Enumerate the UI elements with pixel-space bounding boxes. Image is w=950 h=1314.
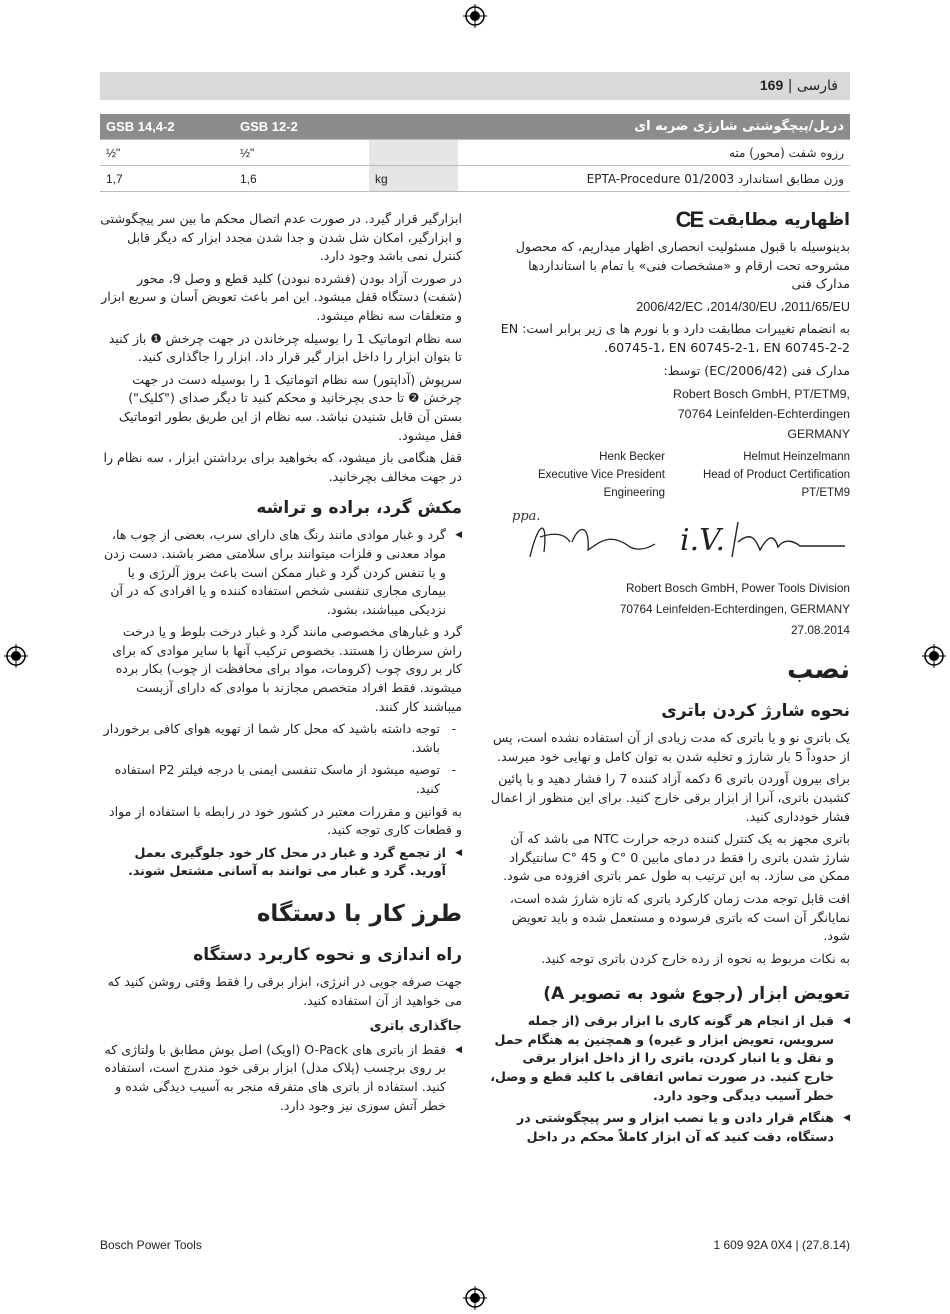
operation-heading: طرز کار با دستگاه [256,901,462,927]
left-column: ابزارگیر قرار گیرد. در صورت عدم اتصال محکم ما بین سر پیچگوشتی و ابزارگیر، امکان شل شدن و جدا شدن مجدد ابزار که دیگر قابل کنترل نمی باشد وجود دارد. در صورت آزاد بودن (فشرده نبودن) کلید قطع و وصل 9، محور (شفت) دستگاه قفل میشود. این امر باعث تعویض آسان و سریع ابزار و متعلقات سه نظام میشود. سه نظام اتوماتیک 1 را بوسیله چرخاندن در جهت چرخش ❶ باز کنید تا بتوان ابزار را داخل ابزار گیر قرار داد. ابزار را جاگذاری کنید. سرپوش (آداپتور) سه نظام اتوماتیک 1 را بوسیله دست در جهت چرخش ❷ تا حدی بچرخانید و محکم کنید تا دیگر صدای ("کلیک") بستن آن قابل شنیدن نباشد. سه نظام از این طریق بطور اتوماتیک قفل میشود. قفل هنگامی باز میشود، که بخواهید برای برداشتن ابزار ، سه نظام را در جهت مخالف بچرخانید. مکش گرد، براده و تراشه ◀ گرد و غبار موادی مانند رنگ های دارای سرب، بعضی از چوب ها، مواد معدنی و فلزات میتوانند برای سلامتی مضر باشند. دست زدن و یا تنفس کردن گرد و غبار ممکن است باعث بروز آلرژی و یا بیماری مجاری تنفسی شخص استفاده کننده و یا افرادی که در آن نزدیکی میباشند، بشود. گرد و غبارهای مخصوصی مانند گرد و غبار درخت بلوط و یا درخت راش سرطان زا هستند. بخصوص ترکیب آنها با سایر موادی که برای کار بر روی چوب (کرومات، مواد برای محافظت از چوب) بکار برده میشوند. فقط افراد متخصص مجازند با موادی که دارای آزبست میباشند کار کنند. - توجه داشته باشید که محل کار شما از تهویه هوای کافی برخوردار باشد. - توصیه میشود از ماسک تنفسی ایمنی با درجه فیلتر P2 استفاده کنید. به قوانین و مقررات معتبر در کشور خود در رابطه با استفاده از مواد و قطعات کاری توجه کنید. ◀ از تجمع گرد و غبار در محل کار خود جلوگیری بعمل آورید. گرد و غبار می توانند به آسانی مشتعل شوند. طرز کار با دستگاه راه اندازی و نحوه کاربرد دستگاه جهت صرفه جویی در انرژی، ابزار برقی را فقط وقتی روشن کنید که می خواهید از آن استفاده کنید. جاگذاری باتری ◀ فقط از باتری های O-Pack (اویک) اصل بوش مطابق با ولتاژی که بر روی برچسب (پلاک مدل) ابزار برقی خود مندرج است، استفاده کنید. استفاده از باتری های متفرقه منجر به آسیب دیدگی شده و خطر آتش سوزی نیز وجود دارد. [100,210,462,1119]
dust-heading: مکش گرد، براده و تراشه [256,498,462,519]
registration-mark-icon [922,644,946,668]
page-language: فارسی [796,78,838,94]
table-row: ½" ½" رزوه شفت (محور) مته [100,140,850,166]
model-2-header: GSB 14,4-2 [100,114,234,140]
footer-right: 1 609 92A 0X4 | (27.8.14) [713,1238,850,1252]
model-1-header: GSB 12-2 [234,114,369,140]
signatories: Henk Becker Executive Vice President Engineering Helmut Heinzelmann Head of Product Certification PT/ETM9 [538,451,850,500]
tool-change-heading: تعویض ابزار (رجوع شود به تصویر A) [543,984,850,1005]
svg-text:ppa.: ppa. [512,509,541,525]
table-header-row [100,114,850,140]
charge-heading: نحوه شارژ کردن باتری [661,701,850,722]
right-column: اظهاریه مطابقت CE بدینوسیله با قبول مسئولیت انحصاری اظهار میداریم، که محصول مشروحه تحت ارقام و «مشخصات فنی» با تمام با استانداردها مدارک فنی 2006/42/EC ،2014/30/EU ،2011/65/EU به انضمام تغییرات مطابقت دارد و با نورم ها ی زیر برابر است: EN 60745-1، EN 60745-2-1، EN 60745-2-2. مدارک فنی (2006/42/EC) توسط: Robert Bosch GmbH, PT/ETM9, 70764 Leinfelden-Echterdingen GERMANY Henk Becker Executive Vice President Engineering Helmut Heinzelmann Head of Product Certification PT/ETM9 ppa. i.V. Robert Bosch GmbH, Power Tools Division 70764 Leinfelden-Echterdingen, GERMANY 27.08.2014 نصب نحوه شارژ کردن باتری یک باتری نو و یا باتری که مدت زیادی از آن استفاده نشده است، پس از حدوداً 5 بار شارژ و تخلیه شدن به توان کامل و نهایی خود میرسد. برای بیرون آوردن باتری 6 دکمه آزاد کننده 7 را فشار دهید و با پائین کشیدن باتری، آنرا از ابزار برقی خارج کنید. برای این منظور از اعمال فشار خودداری کنید. باتری مجهز به یک کنترل کننده درجه حرارت NTC می باشد که آن شارژ شدن باتری را فقط در دمای مابین 0 °C و 45 °C سانتیگراد ممکن می سازد. به این ترتیب به طول عمر باتری افزوده می شود. افت قابل توجه مدت زمان کارکرد باتری که تازه شارژ شده است، نمایانگر آن است که باتری فرسوده و مستعمل شده و باید تعویض شود. به نکات مربوط به نحوه از رده خارج کردن باتری توجه کنید. تعویض ابزار (رجوع شود به تصویر A) ◀ قبل از انجام هر گونه کاری با ابزار برقی (از جمله سرویس، تعویض ابزار و غیره) و همچنین به هنگام حمل و نقل و یا انبار کردن، باتری را از داخل ابزار برقی خارج کنید. در صورت تماس اتفاقی با کلید قطع و وصل، خطر آسیب دیدگی وجود دارد. ◀ هنگام قرار دادن و یا نصب ابزار و سر پیچگوشتی در دستگاه، دقت کنید که آن ابزار کاملاً محکم در داخل [490,208,850,1150]
registration-mark-icon [463,1286,487,1310]
conformity-heading: اظهاریه مطابقت CE [675,207,850,232]
ce-mark-icon: CE [675,207,703,232]
install-heading: نصب [787,655,850,686]
signature-image [490,502,850,572]
spec-table [100,114,850,192]
footer-left: Bosch Power Tools [100,1238,202,1252]
registration-mark-icon [463,4,487,28]
start-heading: راه اندازی و نحوه کاربرد دستگاه [193,945,462,965]
table-title: دریل/پیچگوشتی شارژی ضربه ای [458,114,850,140]
table-row: 1,7 1,6 kg وزن مطابق استاندارد EPTA-Procedure 01/2003 [100,166,850,192]
battery-heading: جاگذاری باتری [369,1019,462,1035]
svg-text:i.V.: i.V. [680,523,726,559]
page-header: فارسی | 169 [100,72,850,100]
page-number: 169 [759,77,784,93]
registration-mark-icon [4,644,28,668]
